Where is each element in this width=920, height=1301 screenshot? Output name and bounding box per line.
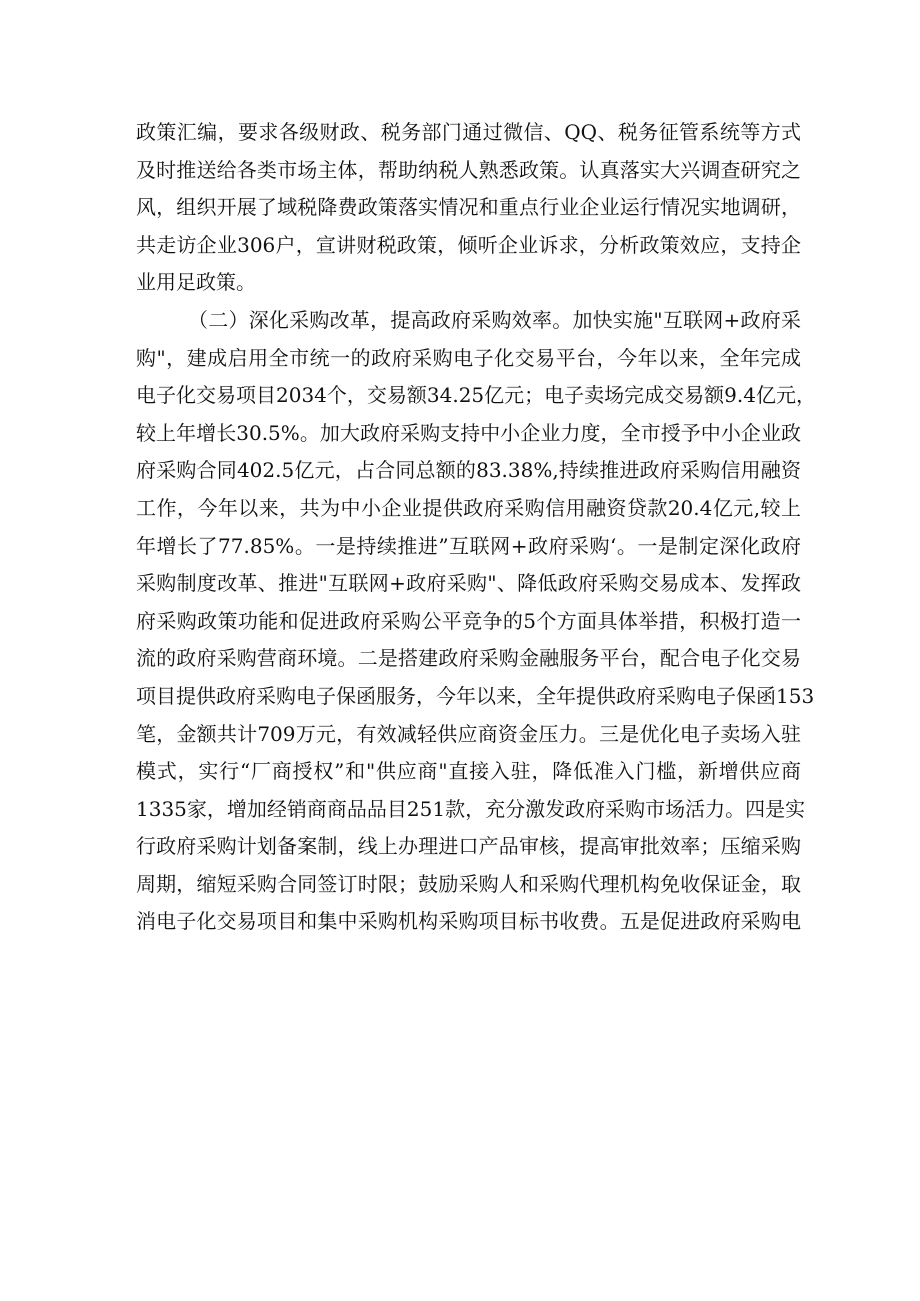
- text-line-21: 周期，缩短采购合同签订时限；鼓励采购人和采购代理机构免收保证金，取: [136, 871, 801, 896]
- text-line-17: 笔，金额共计709万元，有效减轻供应商资金压力。三是优化电子卖场入驻: [136, 721, 801, 746]
- text-line-16: 项目提供政府采购电子保函服务，今年以来，全年提供政府采购电子保函153: [136, 683, 815, 708]
- section-heading-line: （二）深化采购改革，提高政府采购效率。加快实施"互联网+政府采: [188, 307, 801, 332]
- text-line-11: 工作，今年以来，共为中小企业提供政府采购信用融资贷款20.4亿元,较上: [136, 495, 801, 520]
- text-line-9: 较上年增长30.5%。加大政府采购支持中小企业力度，全市授予中小企业政: [136, 420, 801, 445]
- text-line-22: 消电子化交易项目和集中采购机构采购项目标书收费。五是促进政府采购电: [136, 909, 801, 934]
- text-line-3: 风，组织开展了域税降费政策落实情况和重点行业企业运行情况实地调研，: [136, 195, 801, 220]
- text-line-15: 流的政府采购营商环境。二是搭建政府采购金融服务平台，配合电子化交易: [136, 646, 801, 671]
- text-line-1: 政策汇编，要求各级财政、税务部门通过微信、QQ、税务征管系统等方式: [136, 120, 801, 144]
- text-line-18: 模式，实行“厂商授权”和"供应商"直接入驻，降低准入门槛，新增供应商: [136, 759, 801, 784]
- text-line-5: 业用足政策。: [136, 270, 256, 295]
- text-line-19: 1335家，增加经销商商品品目251款，充分激发政府采购市场活力。四是实: [136, 796, 806, 821]
- text-line-7: 购"，建成启用全市统一的政府采购电子化交易平台，今年以来，全年完成: [136, 345, 801, 370]
- text-line-12: 年增长了77.85%。一是持续推进”互联网+政府采购‘。一是制定深化政府: [136, 533, 801, 558]
- text-line-10: 府采购合同402.5亿元，占合同总额的83.38%,持续推进政府采购信用融资: [136, 458, 801, 483]
- text-line-20: 行政府采购计划备案制，线上办理进口产品审核，提高审批效率；压缩采购: [136, 834, 801, 859]
- body-text: [136, 114, 816, 941]
- text-line-8: 电子化交易项目2034个，交易额34.25亿元；电子卖场完成交易额9.4亿元，: [136, 383, 816, 408]
- text-line-13: 采购制度改革、推进"互联网+政府采购"、降低政府采购交易成本、发挥政: [136, 571, 801, 596]
- text-line-4: 共走访企业306户，宣讲财税政策，倾听企业诉求，分析政策效应，支持企: [136, 232, 801, 257]
- text-line-14: 府采购政策功能和促进政府采购公平竞争的5个方面具体举措，积极打造一: [136, 608, 801, 633]
- text-line-2: 及时推送给各类市场主体，帮助纳税人熟悉政策。认真落实大兴调查研究之: [136, 157, 801, 182]
